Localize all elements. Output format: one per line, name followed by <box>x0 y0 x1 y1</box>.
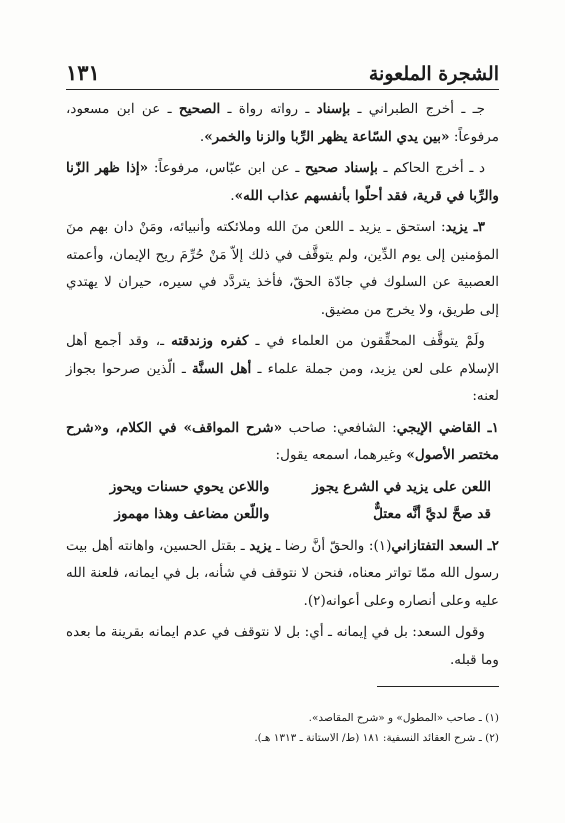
paragraph-scholars <box>66 328 499 411</box>
bold-run: ١ـ القاضي الإيجي <box>396 419 499 436</box>
page-header <box>66 52 499 90</box>
text-run: : صاحب <box>282 419 338 436</box>
bold-run: بإسناد <box>316 101 351 117</box>
bold-run: بإسناد صحيح <box>304 160 378 176</box>
text-run: . <box>199 128 205 145</box>
text-run: وقول السعد: بل في إيمانه ـ أي: بل لا نتوقف في عدم ايمانه بقرينة ما بعده وما قبله. <box>66 624 499 668</box>
footnote-ref[interactable]: (١) <box>373 537 392 554</box>
bold-run: ٢ـ السعد التفتازاني <box>391 537 499 554</box>
paragraph-hakim <box>66 155 499 210</box>
bold-run: «شرح المواقف» في الكلام، و«شرح مختصر الأصول» <box>66 419 499 463</box>
text-run: ـ الّذين صرحوا بجواز لعنه: <box>66 360 499 404</box>
text-run: ولَمْ يتوقَّف المحقِّقون من العلماء في ـ <box>248 333 486 349</box>
text-run: : والحقّ أنَّ رضا ـ <box>271 537 374 554</box>
main-text <box>66 96 499 678</box>
bold-run: يزيد <box>249 537 272 554</box>
poem-verse-1-first: اللعن على يزيد في الشرع يجوز <box>312 478 491 495</box>
poem-verse-2-first: قد صحَّ لديَّ أنَّه معتلٌّ <box>373 506 491 522</box>
hadith-quote: «إذا ظهر الزّنا والرِّبا في قرية، فقد أحلّوا بأنفسهم عذاب الله» <box>66 160 499 204</box>
paragraph-tabarani <box>66 96 499 151</box>
footnotes <box>66 708 499 748</box>
page-number: ١٣١ <box>66 60 100 85</box>
text-run: جـ ـ أخرج الطبراني ـ <box>350 101 485 117</box>
text-run: وغيرهما، اسمعه يقول: <box>275 447 407 463</box>
paragraph-yazid <box>66 214 499 324</box>
paragraph-saad <box>66 619 499 674</box>
poem-verse-1-second: واللاعن يحوي حسنات ويحوز <box>109 478 270 495</box>
text-run: د ـ أخرج الحاكم ـ <box>377 160 486 176</box>
bold-run: الصحيح <box>178 101 221 117</box>
paragraph-iji <box>66 415 499 470</box>
hadith-quote: «بين يدي السّاعة يظهر الرِّبا والزنا والخمر» <box>204 128 450 145</box>
footnote-2: (٢) ـ شرح العقائد النسفية: ١٨١ (ط/ الاستانة ـ ١٣١٣ هـ). <box>254 732 499 744</box>
poem <box>74 474 491 529</box>
bold-run: أهل السنَّة <box>192 360 252 377</box>
text-run: ـ رواته رواة ـ <box>220 101 317 117</box>
bold-run: كفره وزندقته <box>171 333 249 349</box>
text-run: ـ بقتل الحسين، واهانته أهل بيت رسول الله ممّا تواتر معناه، فنحن لا نتوقف في شأنه، بل في ايمانه، فلعنة الله عليه وعلى أنصاره وعلى أعوانه <box>66 537 499 609</box>
text-run: ـ، وقد أجمع أهل الإسلام على لعن يزيد، ومن جملة علماء ـ <box>66 333 499 377</box>
footnote-separator <box>377 686 499 687</box>
text-run: : استحق ـ يزيد ـ اللعن منَ الله وملائكته وأنبيائه، ومَنْ دان بهم منَ المؤمنين إلى يوم الدِّين، ولم يتوقَّف في ذلك إلاّ مَنْ حُرِّمَ ريح الإيمان، وأعمته العصبية عن السلوك في جادّة الحقّ، فأخذ يتردَّد في سيره، حيران لا يهتدي إلى طريق، ولا يخرج من مضيق. <box>66 219 499 318</box>
paragraph-taftazani <box>66 533 499 616</box>
text-run: : الشافعي <box>337 419 397 436</box>
text-run: ـ عن ابن عبّاس، مرفوعاً: <box>148 160 305 176</box>
section-heading: ٣ـ يزيد <box>445 219 486 235</box>
footnote-ref[interactable]: (٢) <box>307 592 326 609</box>
text-run: . <box>230 187 235 204</box>
text-run: ـ عن ابن مسعود، مرفوعاً: <box>66 101 499 145</box>
running-title: الشجرة الملعونة <box>368 63 499 85</box>
text-run: . <box>303 592 308 609</box>
poem-verse-2-second: واللّعن مضاعف وهذا مهموز <box>114 506 270 522</box>
footnote-1: (١) ـ صاحب «المطول» و «شرح المقاصد». <box>308 712 499 724</box>
